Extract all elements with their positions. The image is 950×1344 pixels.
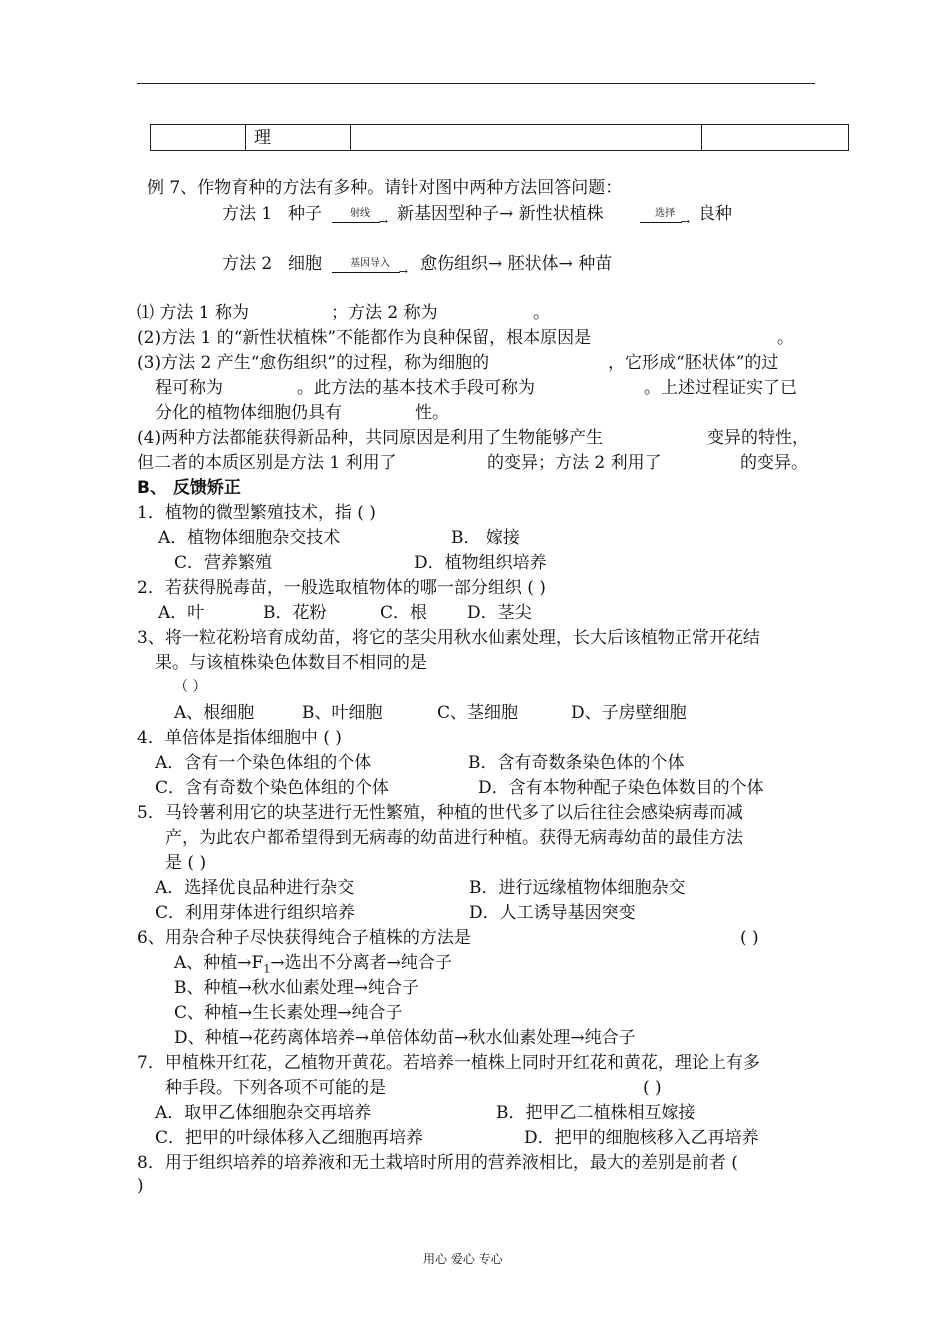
method2-label: 方法 2 (222, 254, 273, 274)
q3-option-b: B、叶细胞 (302, 703, 383, 723)
q4-option-a: A．含有一个染色体组的个体 (155, 753, 372, 773)
method1-arrow-selection (640, 206, 690, 232)
q8-stem: 8．用于组织培养的培养液和无土栽培时所用的营养液相比，最大的差别是前者 ( (137, 1153, 738, 1173)
q5-option-b: B．进行远缘植物体细胞杂交 (469, 878, 686, 898)
method1-label: 方法 1 (222, 204, 273, 224)
option-a-prefix: A、种植→F (174, 953, 264, 973)
e7-q3-line1-b: ，它形成“胚状体”的过 (608, 353, 779, 373)
example7-intro: 例 7、作物育种的方法有多种。请针对图中两种方法回答问题： (147, 178, 623, 198)
q2-option-b: B．花粉 (263, 603, 327, 623)
q6-answer-paren: ( ) (740, 928, 759, 948)
table-cell: 理 (246, 125, 351, 151)
table-cell (702, 125, 849, 151)
e7-q4-line2-a: 但二者的本质区别是方法 1 利用了 (137, 453, 397, 473)
method2-end: 愈伤组织→ 胚状体→ 种苗 (420, 254, 613, 274)
table-cell (151, 125, 246, 151)
arrow-label: 选择 (655, 208, 675, 219)
header-rule (137, 83, 815, 84)
q3-option-d: D、子房壁细胞 (571, 703, 687, 723)
e7-q1-part-b: ；方法 2 称为 (331, 303, 438, 323)
continuation-table-row (150, 124, 849, 151)
q2-option-c: C．根 (380, 603, 428, 623)
q5-option-c: C．利用芽体进行组织培养 (155, 903, 356, 923)
q2-stem: 2．若获得脱毒苗，一般选取植物体的哪一部分组织 ( ) (137, 578, 546, 598)
arrow-label: 射线 (350, 208, 370, 219)
q1-option-d: D．植物组织培养 (414, 553, 547, 573)
q4-stem: 4．单倍体是指体细胞中 ( ) (137, 728, 342, 748)
method2-start: 细胞 (288, 254, 322, 274)
q4-option-b: B．含有奇数条染色体的个体 (468, 753, 685, 773)
q7-option-c: C．把甲的叶绿体移入乙细胞再培养 (155, 1128, 424, 1148)
q1-option-a: A．植物体细胞杂交技术 (158, 528, 341, 548)
q8-paren-close: ) (137, 1176, 144, 1196)
q5-stem-line2: 产，为此农户都希望得到无病毒的幼苗进行种植。获得无病毒幼苗的最佳方法 (165, 828, 743, 848)
q7-option-d: D．把甲的细胞核移入乙再培养 (524, 1128, 759, 1148)
e7-q4-line2-b: 的变异；方法 2 利用了 (487, 453, 662, 473)
q6-option-b: B、种植→秋水仙素处理→纯合子 (174, 978, 419, 998)
q3-answer-paren: （ ） (174, 679, 207, 695)
q3-stem-line1: 3、将一粒花粉培育成幼苗，将它的茎尖用秋水仙素处理，长大后该植物正常开花结 (137, 628, 760, 648)
e7-q3-line1-a: (3)方法 2 产生“愈伤组织”的过程，称为细胞的 (137, 353, 490, 373)
q5-stem-line1: 5．马铃薯利用它的块茎进行无性繁殖，种植的世代多了以后往往会感染病毒而减 (137, 803, 743, 823)
q7-option-a: A．取甲乙体细胞杂交再培养 (155, 1103, 372, 1123)
method1-middle: 新基因型种子→ 新性状植株 (397, 204, 604, 224)
subscript: 1 (263, 962, 271, 976)
e7-q4-line2-c: 的变异。 (740, 453, 808, 473)
e7-q4-line1-a: (4)两种方法都能获得新品种，共同原因是利用了生物能够产生 (137, 428, 604, 448)
arrow-head-icon: → (680, 215, 690, 228)
q7-stem-line2: 种手段。下列各项不可能的是 (165, 1078, 386, 1098)
e7-q3-line2-c: 。上述过程证实了已 (644, 378, 797, 398)
q6-option-c: C、种植→生长素处理→纯合子 (174, 1003, 403, 1023)
q1-option-b: B． 嫁接 (451, 528, 520, 548)
q5-option-a: A．选择优良品种进行杂交 (155, 878, 355, 898)
e7-q1-part-c: 。 (533, 303, 550, 323)
option-a-suffix: →选出不分离者→纯合子 (270, 953, 452, 973)
arrow-head-icon: → (378, 215, 388, 228)
method2-arrow-gene-import (332, 256, 408, 282)
arrow-label: 基因导入 (350, 258, 390, 269)
q4-option-c: C．含有奇数个染色体组的个体 (155, 778, 390, 798)
arrow-head-icon: → (398, 265, 408, 278)
q1-option-c: C．营养繁殖 (174, 553, 273, 573)
q3-option-c: C、茎细胞 (437, 703, 519, 723)
table-cell (351, 125, 702, 151)
e7-q3-line2-a: 程可称为 (155, 378, 223, 398)
q2-option-a: A．叶 (158, 603, 205, 623)
e7-q2-part-b: 。 (777, 328, 794, 348)
e7-q4-line1-b: 变异的特性， (707, 428, 809, 448)
method1-end: 良种 (698, 204, 732, 224)
q7-option-b: B．把甲乙二植株相互嫁接 (496, 1103, 696, 1123)
page-footer: 用心 爱心 专心 (423, 1252, 503, 1266)
q4-option-d: D．含有本物种配子染色体数目的个体 (478, 778, 764, 798)
q7-answer-paren: ( ) (643, 1078, 662, 1098)
e7-q3-line3-b: 性。 (415, 403, 449, 423)
q6-stem: 6、用杂合种子尽快获得纯合子植株的方法是 (137, 928, 471, 948)
q2-option-d: D．茎尖 (467, 603, 532, 623)
q5-stem-line3: 是 ( ) (165, 853, 207, 873)
e7-q3-line2-b: 。此方法的基本技术手段可称为 (297, 378, 535, 398)
section-b-title: B、 反馈矫正 (137, 478, 241, 498)
e7-q2-part-a: (2)方法 1 的“新性状植株”不能都作为良种保留，根本原因是 (137, 328, 592, 348)
e7-q3-line3-a: 分化的植物体细胞仍具有 (155, 403, 342, 423)
method1-start: 种子 (288, 204, 322, 224)
q1-stem: 1．植物的微型繁殖技术，指 ( ) (137, 503, 376, 523)
q6-option-d: D、种植→花药离体培养→单倍体幼苗→秋水仙素处理→纯合子 (174, 1028, 636, 1048)
method1-arrow-radiation (332, 206, 388, 232)
q3-stem-line2: 果。与该植株染色体数目不相同的是 (155, 653, 427, 673)
q5-option-d: D．人工诱导基因突变 (469, 903, 636, 923)
e7-q1-part-a: ⑴ 方法 1 称为 (137, 303, 250, 323)
q7-stem-line1: 7．甲植株开红花，乙植物开黄花。若培养一植株上同时开红花和黄花，理论上有多 (137, 1053, 760, 1073)
q3-option-a: A、根细胞 (174, 703, 255, 723)
